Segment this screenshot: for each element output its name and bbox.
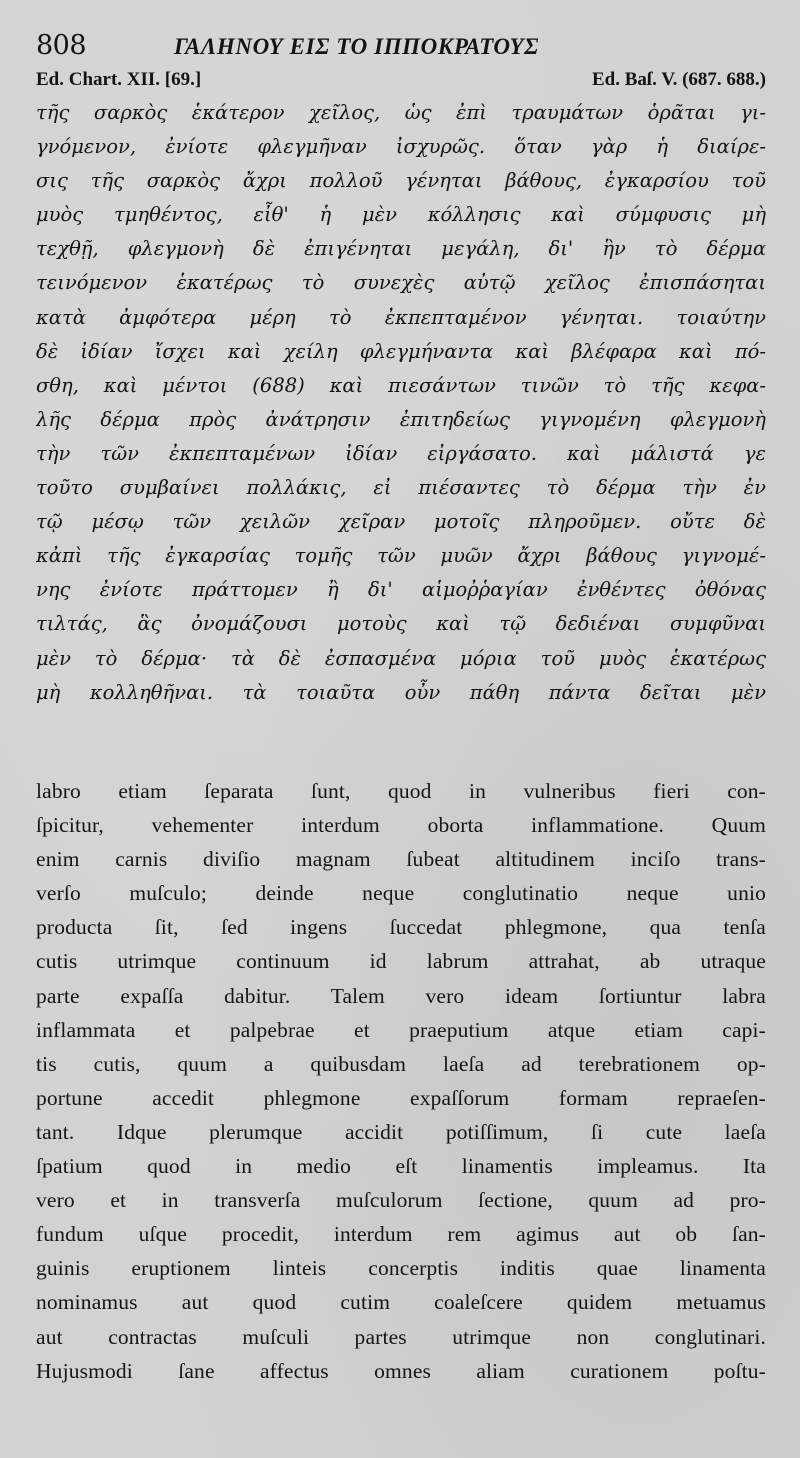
edition-references <box>36 69 766 97</box>
latin-line: enim carnis diviſio magnam ſubeat altitudinem inciſo trans- <box>36 847 766 872</box>
greek-line: μὴ κολληθῆναι. τὰ τοιαῦτα οὖν πάθη πάντα δεῖται μὲν <box>36 680 766 704</box>
greek-line: κἀπὶ τῆς ἐγκαρσίας τομῆς τῶν μυῶν ἄχρι βάθους γιγνομέ- <box>36 544 766 568</box>
latin-line: Hujusmodi ſane affectus omnes aliam curationem poſtu- <box>36 1358 766 1383</box>
greek-line: τεινόμενον ἑκατέρως τὸ συνεχὲς αὐτῷ χεῖλος ἐπισπάσηται <box>36 271 766 295</box>
greek-line: μυὸς τμηθέντος, εἶθ' ἡ μὲν κόλλησις καὶ σύμφυσις μὴ <box>36 203 766 227</box>
latin-line: verſo muſculo; deinde neque conglutinatio neque unio <box>36 881 766 906</box>
latin-line: aut contractas muſculi partes utrimque non conglutinari. <box>36 1324 766 1349</box>
greek-line: μὲν τὸ δέρμα· τὰ δὲ ἐσπασμένα μόρια τοῦ μυὸς ἑκατέρως <box>36 646 766 670</box>
greek-line: κατὰ ἀμφότερα μέρη τὸ ἐκπεπταμένον γένηται. τοιαύτην <box>36 305 766 329</box>
page-number: 808 <box>36 30 87 61</box>
greek-line: σις τῆς σαρκὸς ἄχρι πολλοῦ γένηται βάθους, ἐγκαρσίου τοῦ <box>36 169 766 193</box>
latin-line: tant. Idque plerumque accidit potiſſimum, ſi cute laeſa <box>36 1119 766 1144</box>
latin-line: ſpicitur, vehementer interdum oborta inflammatione. Quum <box>36 813 766 838</box>
latin-line: portune accedit phlegmone expaſſorum formam repraeſen- <box>36 1085 766 1110</box>
latin-text-block <box>36 774 766 1388</box>
latin-line: tis cutis, quum a quibusdam laeſa ad terebrationem op- <box>36 1051 766 1076</box>
greek-line: νης ἐνίοτε πράττομεν ἢ δι' αἱμοῤῥαγίαν ἐνθέντες ὀθόνας <box>36 578 766 602</box>
latin-line: producta ſit, ſed ingens ſuccedat phlegmone, qua tenſa <box>36 915 766 940</box>
greek-line: τιλτάς, ἃς ὀνομάζουσι μοτοὺς καὶ τῷ δεδιέναι συμφῦναι <box>36 612 766 636</box>
greek-line: τῷ μέσῳ τῶν χειλῶν χεῖραν μοτοῖς πληροῦμεν. οὔτε δὲ <box>36 510 766 534</box>
page-header <box>36 30 776 64</box>
latin-line: parte expaſſa dabitur. Talem vero ideam ſortiuntur labra <box>36 983 766 1008</box>
edition-reference-chartier: Ed. Chart. XII. [69.] <box>36 69 202 90</box>
latin-line: fundum uſque procedit, interdum rem agimus aut ob ſan- <box>36 1222 766 1247</box>
edition-reference-basel: Ed. Baſ. V. (687. 688.) <box>591 69 766 90</box>
latin-line: inflammata et palpebrae et praeputium atque etiam capi- <box>36 1017 766 1042</box>
greek-line: σθη, καὶ μέντοι (688) καὶ πιεσάντων τινῶν τὸ τῆς κεφα- <box>36 373 766 397</box>
latin-line: ſpatium quod in medio eſt linamentis impleamus. Ita <box>36 1154 766 1179</box>
greek-line: λῆς δέρμα πρὸς ἀνάτρησιν ἐπιτηδείως γιγνομένη φλεγμονὴ <box>36 407 766 431</box>
greek-line: τοῦτο συμβαίνει πολλάκις, εἰ πιέσαντες τὸ δέρμα τὴν ἐν <box>36 476 766 500</box>
latin-line: vero et in transverſa muſculorum ſectione, quum ad pro- <box>36 1188 766 1213</box>
latin-line: guinis eruptionem linteis concerptis inditis quae linamenta <box>36 1256 766 1281</box>
greek-line: τὴν τῶν ἐκπεπταμένων ἰδίαν εἰργάσατο. καὶ μάλιστά γε <box>36 441 766 465</box>
latin-line: labro etiam ſeparata ſunt, quod in vulneribus fieri con- <box>36 779 766 803</box>
greek-line: δὲ ἰδίαν ἴσχει καὶ χείλη φλεγμήναντα καὶ βλέφαρα καὶ πό- <box>36 339 766 363</box>
running-title: ΓΑΛΗΝΟΥ ΕΙΣ ΤΟ ΙΠΠΟΚΡΑΤΟΥΣ <box>174 34 539 59</box>
greek-line: τεχθῇ, φλεγμονὴ δὲ ἐπιγένηται μεγάλη, δι' ἣν τὸ δέρμα <box>36 237 766 261</box>
greek-line: γνόμενον, ἐνίοτε φλεγμῆναν ἰσχυρῶς. ὅταν γὰρ ἡ διαίρε- <box>36 135 766 159</box>
latin-line: nominamus aut quod cutim coaleſcere quidem metuamus <box>36 1290 766 1315</box>
latin-line: cutis utrimque continuum id labrum attrahat, ab utraque <box>36 949 766 974</box>
greek-text-block <box>36 96 766 710</box>
greek-line: τῆς σαρκὸς ἑκάτερον χεῖλος, ὡς ἐπὶ τραυμάτων ὁρᾶται γι- <box>36 101 766 124</box>
